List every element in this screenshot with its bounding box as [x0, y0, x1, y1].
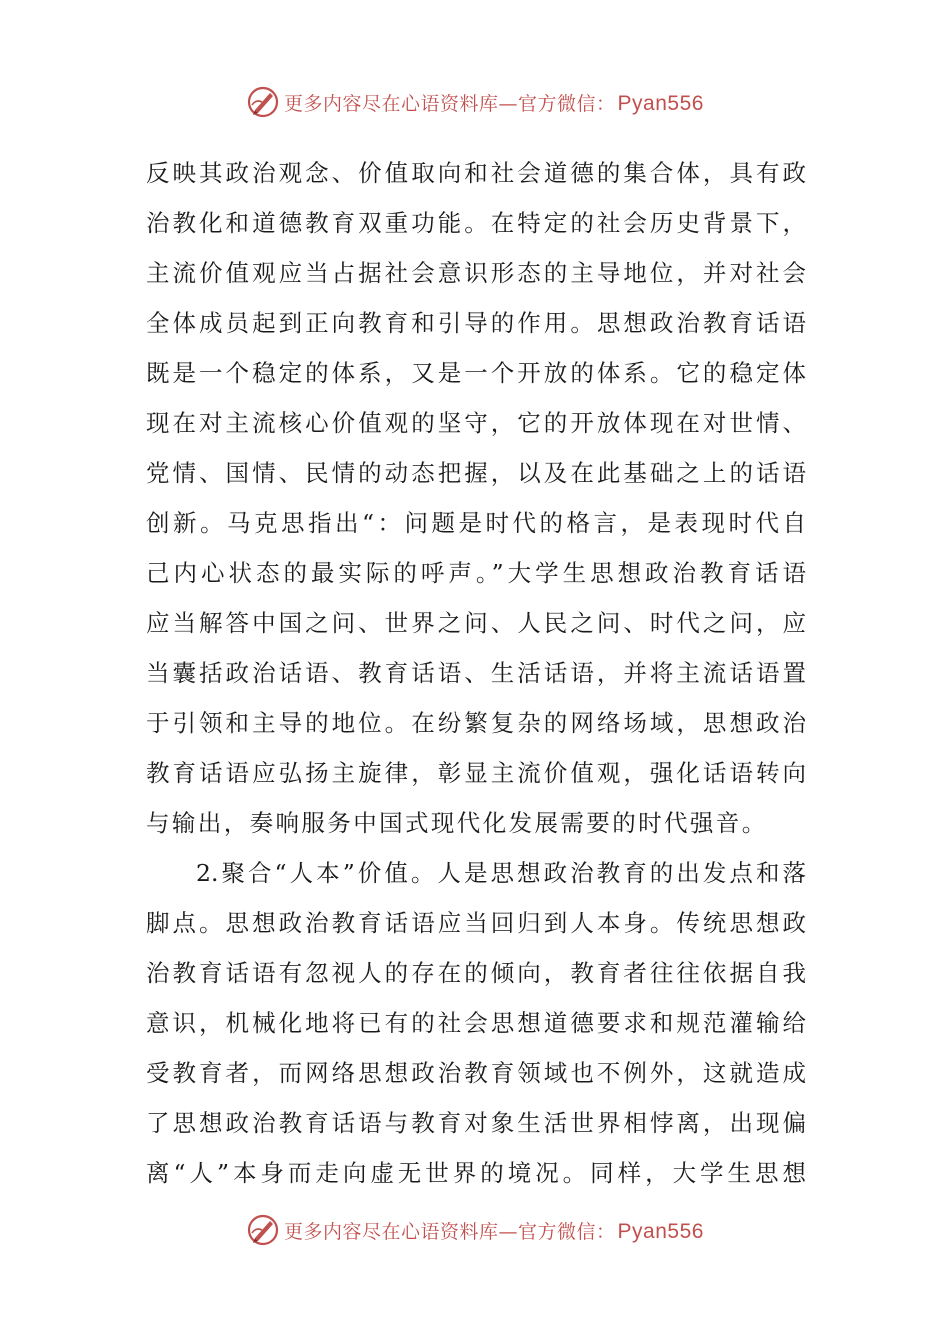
- text-line: 全体成员起到正向教育和引导的作用。思想政治教育话语: [146, 309, 806, 337]
- text-line: 既是一个稳定的体系，又是一个开放的体系。它的稳定体: [146, 359, 806, 387]
- watermark-text: 更多内容尽在心语资料库—官方微信：Pyan556: [284, 1219, 704, 1243]
- text-line: 应当解答中国之问、世界之问、人民之问、时代之问，应: [146, 609, 806, 637]
- text-line: 脚点。思想政治教育话语应当回归到人本身。传统思想政: [146, 909, 806, 937]
- text-line: 治教化和道德教育双重功能。在特定的社会历史背景下，: [146, 209, 806, 237]
- text-line: 己内心状态的最实际的呼声。”大学生思想政治教育话语: [146, 559, 806, 587]
- document-body: [146, 148, 806, 1198]
- text-line: 党情、国情、民情的动态把握，以及在此基础之上的话语: [146, 459, 806, 487]
- section-heading-line: 2.聚合“人本”价值。人是思想政治教育的出发点和落: [196, 859, 806, 887]
- pen-logo-icon: [246, 1213, 280, 1247]
- text-line: 离“人”本身而走向虚无世界的境况。同样，大学生思想: [146, 1159, 806, 1187]
- text-line: 于引领和主导的地位。在纷繁复杂的网络场域，思想政治: [146, 709, 806, 737]
- text-line: 反映其政治观念、价值取向和社会道德的集合体，具有政: [146, 159, 806, 187]
- text-line: 治教育话语有忽视人的存在的倾向，教育者往往依据自我: [146, 959, 806, 987]
- watermark-text: 更多内容尽在心语资料库—官方微信：Pyan556: [284, 91, 704, 115]
- text-line: 意识，机械化地将已有的社会思想道德要求和规范灌输给: [146, 1009, 806, 1037]
- text-line: 创新。马克思指出“：问题是时代的格言，是表现时代自: [146, 509, 806, 537]
- text-line: 了思想政治教育话语与教育对象生活世界相悖离，出现偏: [146, 1109, 806, 1137]
- text-line: 与输出，奏响服务中国式现代化发展需要的时代强音。: [146, 809, 768, 837]
- text-line: 主流价值观应当占据社会意识形态的主导地位，并对社会: [146, 259, 806, 287]
- text-line: 当囊括政治话语、教育话语、生活话语，并将主流话语置: [146, 659, 806, 687]
- text-line: 现在对主流核心价值观的坚守，它的开放体现在对世情、: [146, 409, 806, 437]
- text-line: 教育话语应弘扬主旋律，彰显主流价值观，强化话语转向: [146, 759, 806, 787]
- pen-logo-icon: [246, 85, 280, 119]
- footer-watermark: [0, 1210, 950, 1250]
- header-watermark: [0, 82, 950, 122]
- watermark-id: Pyan556: [617, 1219, 704, 1243]
- watermark-id: Pyan556: [617, 91, 704, 115]
- text-line: 受教育者，而网络思想政治教育领域也不例外，这就造成: [146, 1059, 806, 1087]
